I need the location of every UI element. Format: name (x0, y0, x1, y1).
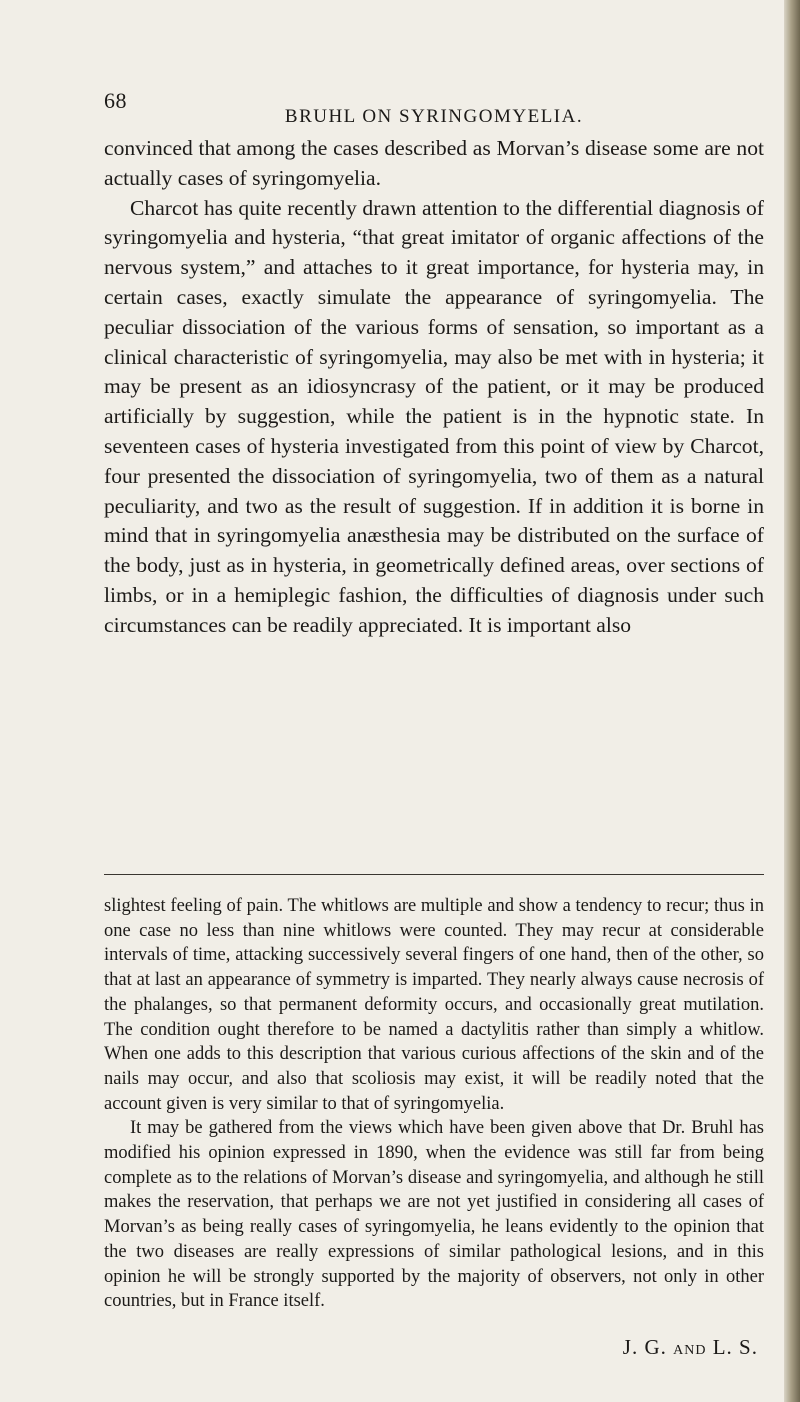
main-paragraph-1: convinced that among the cases described as Morvan’s disease some are not actually cases of syringomyelia. (104, 136, 764, 190)
footnote-paragraph-2: It may be gathered from the views which have been given above that Dr. Bruhl has modified his opinion expressed in 1890, when the evidence was still far from being complete as to the relations of Morvan’s disease and syringomyelia, and although he still makes the reservation, that perhaps we are not yet justified in considering all cases of Morvan’s as being really cases of syringomyelia, he leans evidently to the opinion that the two diseases are really expressions of similar pathological lesions, and in this opinion he will be strongly supported by the majority of observers, not only in other countries, but in France itself. (104, 1118, 764, 1312)
footnote-divider (104, 874, 764, 875)
signature-initials-first: J. G. (622, 1335, 667, 1359)
footnote-paragraph-1: slightest feeling of pain. The whitlows are multiple and show a tendency to recur; thus in one case no less than nine whitlows were counted. They may recur at considerable intervals of time, attacking successively several fingers of one hand, then of the other, so that at last an appearance of symmetry is imparted. They nearly always cause necrosis of the phalanges, so that permanent deformity occurs, and occasionally great mutilation. The condition ought therefore to be named a dactylitis rather than simply a whitlow. When one adds to this description that various curious affections of the skin and of the nails may occur, and also that scoliosis may exist, it will be readily noted that the account given is very similar to that of syringomyelia. (104, 896, 764, 1114)
main-paragraph-2: Charcot has quite recently drawn attention to the differential diagnosis of syringomyelia and hysteria, “that great imitator of organic affections of the nervous system,” and attaches to it great importance, for hysteria may, in certain cases, exactly simulate the appearance of syringomyelia. The peculiar dissociation of the various forms of sensation, so important as a clinical characteristic of syringomyelia, may also be met with in hysteria; it may be present as an idiosyncrasy of the patient, or it may be produced artificially by suggestion, while the patient is in the hypnotic state. In seventeen cases of hysteria investigated from this point of view by Charcot, four presented the dissociation of syringomyelia, two of them as a natural peculiarity, and two as the result of suggestion. If in addition it is borne in mind that in syringomyelia anæsthesia may be distributed on the surface of the body, just as in hysteria, in geometrically defined areas, over sections of limbs, or in a hemiplegic fashion, the difficulties of diagnosis under such circumstances can be readily appreciated. It is important also (104, 195, 764, 637)
page-header (104, 88, 764, 128)
main-text-block (104, 134, 764, 641)
author-signature (623, 1335, 758, 1360)
running-head: BRUHL ON SYRINGOMYELIA. (284, 106, 584, 127)
signature-conjunction: AND (673, 1343, 707, 1358)
page-number: 68 (104, 88, 127, 113)
footnote-block (104, 894, 764, 1314)
page-edge-shadow (784, 0, 800, 1402)
signature-initials-second: L. S. (712, 1335, 758, 1359)
